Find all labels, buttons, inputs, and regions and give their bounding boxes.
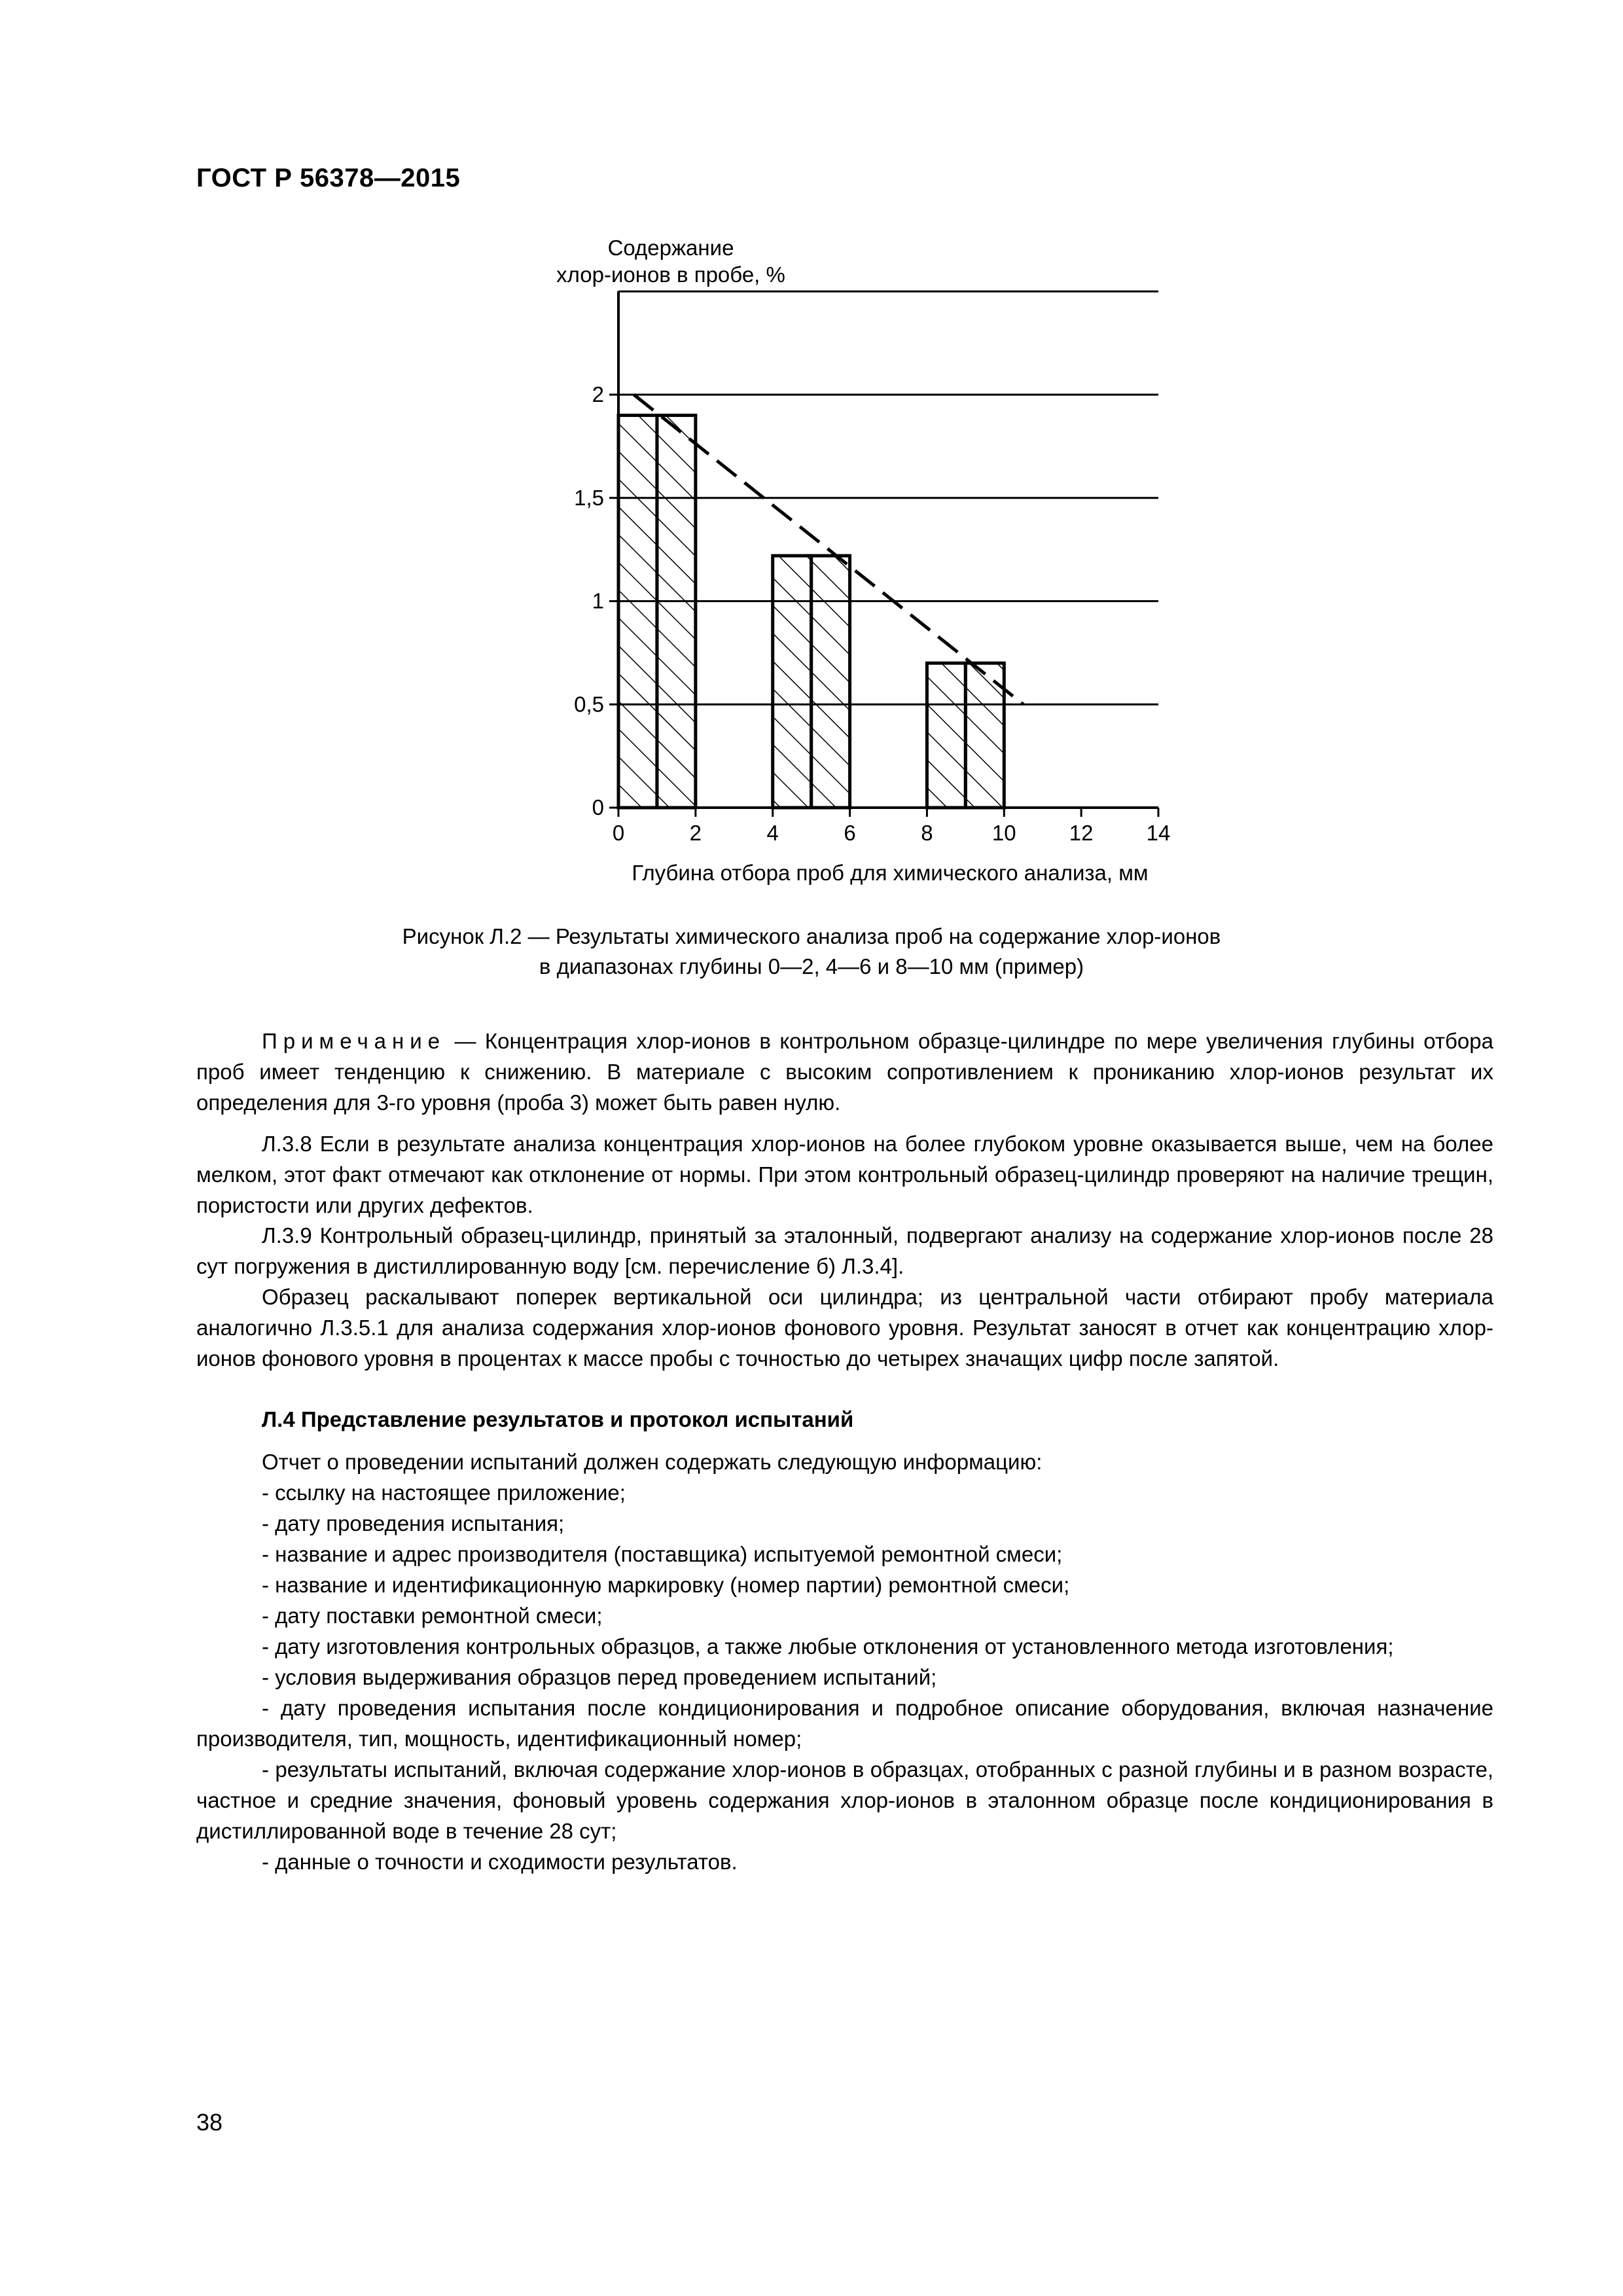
bar xyxy=(927,663,965,808)
paragraph-l38 xyxy=(196,1128,1493,1221)
x-tick-label: 6 xyxy=(844,821,856,845)
x-tick-label: 14 xyxy=(1146,821,1171,845)
bars xyxy=(618,416,1004,808)
list-item: - дату проведения испытания; xyxy=(262,1511,565,1535)
x-tick-label: 12 xyxy=(1069,821,1094,845)
y-tick-labels xyxy=(574,382,618,819)
figure-caption-line1: Рисунок Л.2 — Результаты химического анализа проб на содержание хлор-ионов xyxy=(402,924,1221,948)
list-item: - название и адрес производителя (поставщика) испытуемой ремонтной смеси; xyxy=(262,1542,1063,1566)
x-tick-label: 8 xyxy=(921,821,933,845)
list-item: - данные о точности и сходимости результатов. xyxy=(262,1850,738,1874)
section-l4 xyxy=(196,1404,1493,1877)
document-header: ГОСТ Р 56378—2015 xyxy=(196,164,461,192)
section-heading: Л.4 Представление результатов и протокол испытаний xyxy=(262,1407,854,1431)
y-axis-label-line1: Содержание xyxy=(607,236,734,260)
list-item: - ссылку на настоящее приложение; xyxy=(262,1480,626,1505)
y-axis-label-line2: хлор-ионов в пробе, % xyxy=(556,262,785,287)
list-item: - дату изготовления контрольных образцов, а также любые отклонения от установленного метода изготовления; xyxy=(262,1634,1394,1659)
figure-caption-line2: в диапазонах глубины 0—2, 4—6 и 8—10 мм (пример) xyxy=(539,954,1084,978)
paragraph-l39 xyxy=(196,1220,1493,1282)
chart xyxy=(0,0,1623,916)
paragraph-sample-text: Образец раскалывают поперек вертикальной оси цилиндра; из центральной части отбирают пробу материала аналогично Л.3.5.1 для анализа содержания хлор-ионов фонового уровня. Результат заносят в отчет как концентрацию хлор-ионов фонового уровня в процентах к массе пробы с точностью до четырех значащих цифр после запятой. xyxy=(196,1285,1493,1371)
figure-caption xyxy=(196,922,1427,982)
y-tick-label: 0,5 xyxy=(574,692,604,717)
y-tick-label: 1,5 xyxy=(574,485,604,510)
x-axis-label: Глубина отбора проб для химического анализа, мм xyxy=(632,861,1149,885)
paragraph-sample xyxy=(196,1282,1493,1374)
list-item: - дату поставки ремонтной смеси; xyxy=(262,1604,603,1628)
x-tick-label: 4 xyxy=(766,821,779,845)
note-block xyxy=(196,1026,1493,1118)
section-intro: Отчет о проведении испытаний должен содержать следующую информацию: xyxy=(262,1450,1043,1474)
note-text: — Концентрация хлор-ионов в контрольном образце-цилиндре по мере увеличения глубины отбора проб имеет тенденцию к снижению. В материале с высоким сопротивлением к прониканию хлор-ионов результат их определения для 3-го уровня (проба 3) может быть равен нулю. xyxy=(196,1029,1493,1115)
report-requirements-list xyxy=(196,1477,1493,1877)
bar xyxy=(773,556,812,808)
x-tick-labels xyxy=(613,808,1171,845)
y-tick-label: 0 xyxy=(592,795,604,819)
x-tick-label: 2 xyxy=(689,821,702,845)
grid-lines xyxy=(618,291,1158,704)
paragraph-l38-text: Л.3.8 Если в результате анализа концентрация хлор-ионов на более глубоком уровне оказывается выше, чем на более мелком, этот факт отмечают как отклонение от нормы. При этом контрольный образец-цилиндр проверяют на наличие трещин, пористости или других дефектов. xyxy=(196,1132,1493,1217)
note-label: Примечание xyxy=(262,1029,446,1053)
paragraph-l39-text: Л.3.9 Контрольный образец-цилиндр, принятый за эталонный, подвергают анализу на содержание хлор-ионов после 28 сут погружения в дистиллированную воду [см. перечисление б) Л.3.4]. xyxy=(196,1223,1493,1278)
bar xyxy=(618,416,657,808)
page-number: 38 xyxy=(196,2109,223,2136)
x-tick-label: 10 xyxy=(991,821,1016,845)
y-tick-label: 2 xyxy=(592,382,604,406)
y-tick-label: 1 xyxy=(592,588,604,613)
list-item: - условия выдерживания образцов перед проведением испытаний; xyxy=(262,1665,937,1689)
bar xyxy=(812,556,850,808)
x-tick-label: 0 xyxy=(612,821,625,845)
axes xyxy=(618,291,1158,808)
list-item: - дату проведения испытания после кондиционирования и подробное описание оборудования, включая назначение производителя, тип, мощность, идентификационный номер; xyxy=(196,1696,1493,1751)
bar xyxy=(657,416,696,808)
list-item: - результаты испытаний, включая содержание хлор-ионов в образцах, отобранных с разной глубины и в разном возрасте, частное и средние значения, фоновый уровень содержания хлор-ионов в эталонном образце после кондиционирования в дистиллированной воде в течение 28 сут; xyxy=(196,1757,1493,1843)
list-item: - название и идентификационную маркировку (номер партии) ремонтной смеси; xyxy=(262,1573,1070,1597)
